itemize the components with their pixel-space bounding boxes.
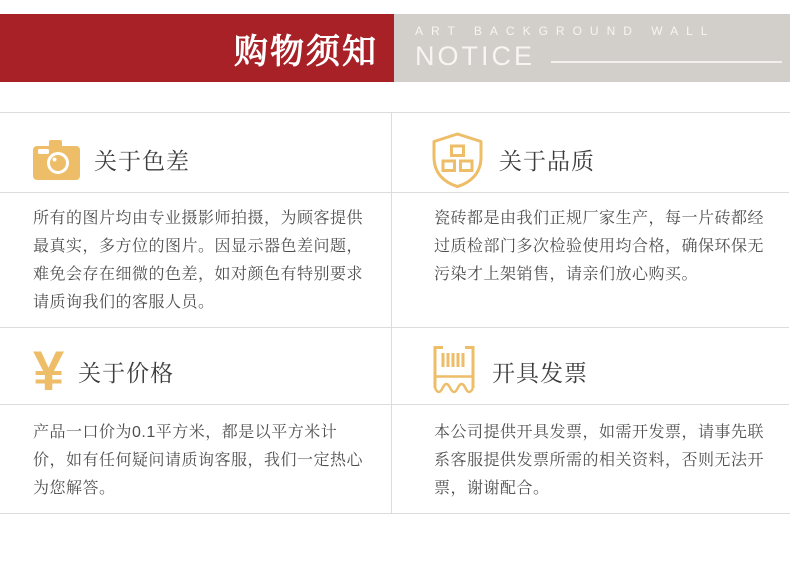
notice-column-right <box>391 113 789 513</box>
banner-notice-row <box>415 41 790 72</box>
banner-subtitle-block <box>394 14 790 82</box>
section-price-body: 产品一口价为0.1平方米，都是以平方米计价，如有任何疑问请质询客服，我们一定热心为您解答。 <box>33 424 364 497</box>
page-title: 购物须知 <box>234 32 378 71</box>
receipt-icon <box>430 343 478 399</box>
section-title: 关于价格 <box>78 359 175 386</box>
section-quality-body: 瓷砖都是由我们正规厂家生产，每一片砖都经过质检部门多次检验使用均合格，确保环保无污染才上架销售，请亲们放心购买。 <box>392 193 789 328</box>
camera-icon <box>33 139 80 180</box>
section-title: 关于品质 <box>499 148 595 174</box>
section-color-difference-body: 所有的图片均由专业摄影师拍摄，为顾客提供最真实，多方位的图片。因显示器色差问题，难免会存在细微的色差，如对颜色有特别要求请质询我们的客服人员。 <box>0 193 391 328</box>
shield-icon <box>430 131 485 189</box>
section-price-header <box>0 328 391 405</box>
page-banner <box>0 14 790 82</box>
section-title: 关于色差 <box>94 148 190 174</box>
banner-tagline: ART BACKGROUND WALL <box>415 24 716 38</box>
banner-notice-label: NOTICE <box>415 41 536 71</box>
notice-grid <box>0 112 790 514</box>
section-color-difference-header <box>0 113 391 193</box>
banner-title-block <box>0 14 394 82</box>
section-invoice-body: 本公司提供开具发票，如需开发票，请事先联系客服提供发票所需的相关资料，否则无法开票，谢谢配合。 <box>434 424 765 497</box>
banner-notice-rule <box>551 61 782 63</box>
section-invoice-header <box>392 328 789 405</box>
notice-column-left <box>0 113 391 513</box>
section-title: 开具发票 <box>492 359 588 386</box>
yen-icon: ¥ <box>33 339 65 402</box>
section-quality-header <box>392 113 789 193</box>
